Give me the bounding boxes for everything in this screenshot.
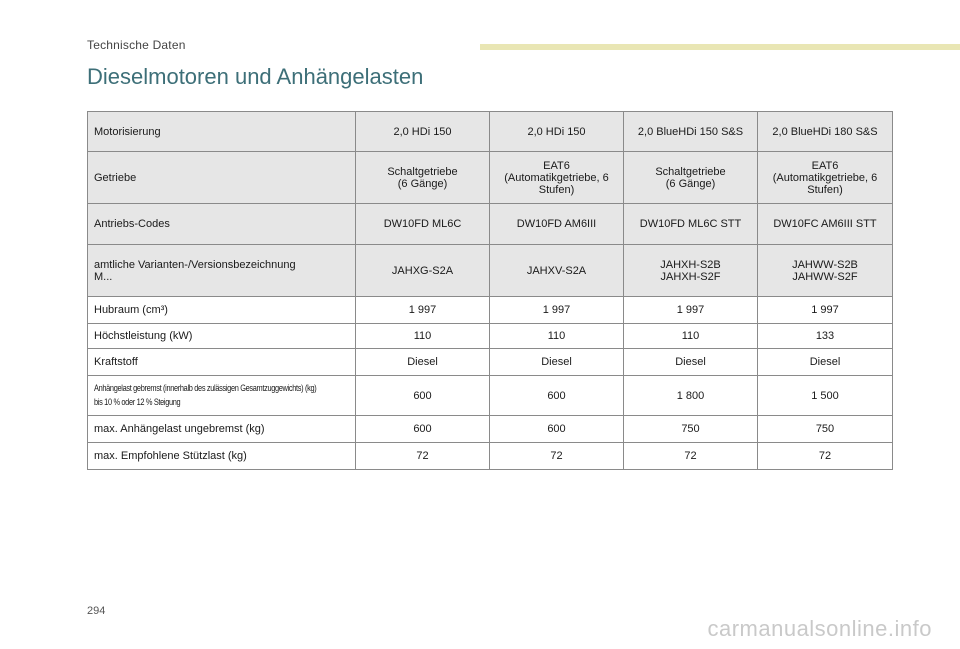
table-cell: 600 — [356, 376, 490, 416]
row-label-small — [88, 376, 356, 416]
table-cell: Schaltgetriebe (6 Gänge) — [356, 152, 490, 204]
table-cell: Diesel — [356, 349, 490, 376]
table-cell: 72 — [356, 443, 490, 470]
table-cell: DW10FC AM6III STT — [758, 204, 893, 245]
table-row — [88, 416, 893, 443]
table-row — [88, 324, 893, 349]
table-cell: 72 — [758, 443, 893, 470]
table-cell: Diesel — [624, 349, 758, 376]
table-cell: 1 800 — [624, 376, 758, 416]
table-cell: 1 500 — [758, 376, 893, 416]
table-cell: DW10FD ML6C STT — [624, 204, 758, 245]
section-accent-bar — [480, 44, 960, 50]
table-cell: JAHXV-S2A — [490, 245, 624, 297]
table-row — [88, 349, 893, 376]
table-row — [88, 112, 893, 152]
table-cell: 2,0 HDi 150 — [356, 112, 490, 152]
table-cell: 2,0 BlueHDi 180 S&S — [758, 112, 893, 152]
watermark: carmanualsonline.info — [707, 616, 932, 641]
table-cell: 750 — [624, 416, 758, 443]
table-cell: 600 — [490, 376, 624, 416]
table-row — [88, 152, 893, 204]
table-cell: 1 997 — [356, 297, 490, 324]
table-cell: 110 — [624, 324, 758, 349]
page-number: 294 — [87, 605, 106, 617]
table-row — [88, 297, 893, 324]
table-row — [88, 376, 893, 416]
row-label: Hubraum (cm³) — [88, 297, 356, 324]
row-label: Getriebe — [88, 152, 356, 204]
table-cell: 110 — [490, 324, 624, 349]
table-cell: 750 — [758, 416, 893, 443]
table-row — [88, 443, 893, 470]
section-label: Technische Daten — [87, 38, 186, 52]
table-cell: 72 — [490, 443, 624, 470]
table-cell: DW10FD ML6C — [356, 204, 490, 245]
table-cell: JAHXH-S2B JAHXH-S2F — [624, 245, 758, 297]
row-label: max. Anhängelast ungebremst (kg) — [88, 416, 356, 443]
row-label: Antriebs-Codes — [88, 204, 356, 245]
row-label: Motorisierung — [88, 112, 356, 152]
table-cell: 600 — [356, 416, 490, 443]
row-label: Kraftstoff — [88, 349, 356, 376]
table-cell: 1 997 — [758, 297, 893, 324]
row-label-small-text: Anhängelast gebremst (innerhalb des zulässigen Gesamtzuggewichts) (kg) bis 10 % oder 12 % Steigung — [94, 383, 317, 407]
table-cell: 600 — [490, 416, 624, 443]
page-title: Dieselmotoren und Anhängelasten — [87, 64, 424, 89]
table-row — [88, 245, 893, 297]
table-cell: 72 — [624, 443, 758, 470]
specs-table — [87, 111, 893, 470]
table-cell: 133 — [758, 324, 893, 349]
row-label: max. Empfohlene Stützlast (kg) — [88, 443, 356, 470]
table-cell: 110 — [356, 324, 490, 349]
table-cell: JAHXG-S2A — [356, 245, 490, 297]
row-label: Höchstleistung (kW) — [88, 324, 356, 349]
table-row — [88, 204, 893, 245]
table-cell: Schaltgetriebe (6 Gänge) — [624, 152, 758, 204]
table-cell: Diesel — [758, 349, 893, 376]
table-cell: 1 997 — [490, 297, 624, 324]
table-cell: JAHWW-S2B JAHWW-S2F — [758, 245, 893, 297]
table-cell: DW10FD AM6III — [490, 204, 624, 245]
row-label: amtliche Varianten-/Versionsbezeichnung M... — [88, 245, 356, 297]
table-cell: Diesel — [490, 349, 624, 376]
table-cell: EAT6 (Automatikgetriebe, 6 Stufen) — [490, 152, 624, 204]
table-cell: 1 997 — [624, 297, 758, 324]
table-cell: EAT6 (Automatikgetriebe, 6 Stufen) — [758, 152, 893, 204]
table-cell: 2,0 BlueHDi 150 S&S — [624, 112, 758, 152]
table-cell: 2,0 HDi 150 — [490, 112, 624, 152]
